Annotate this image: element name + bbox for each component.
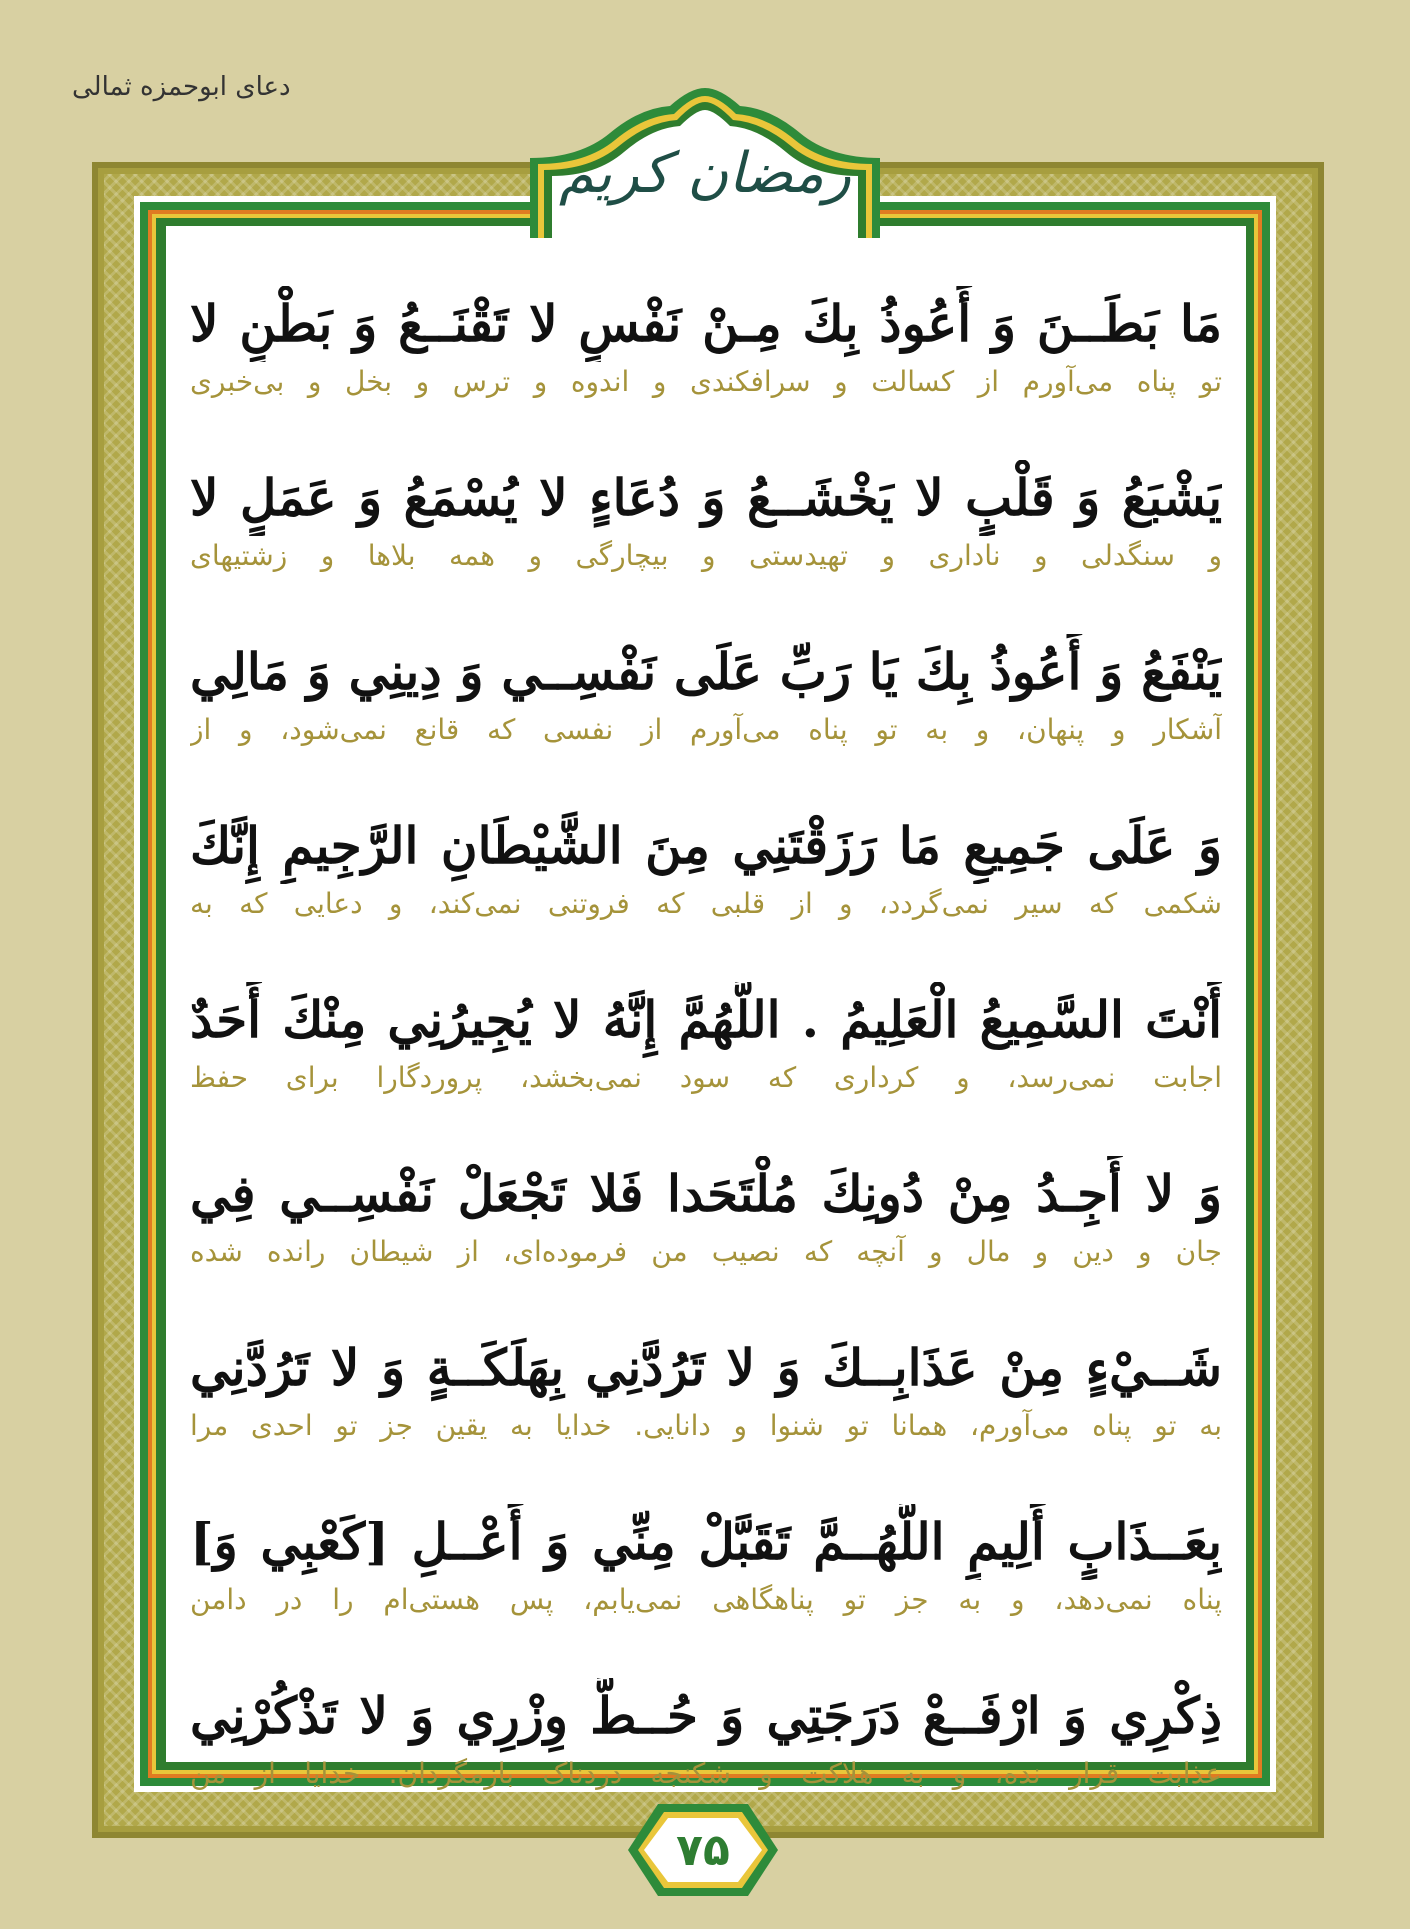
persian-translation: عذابت قرار نده، و به هلاکت و شکنجه دردناک بازمگردان. خدایا از من	[190, 1757, 1222, 1790]
page-number: ۷۵	[676, 1824, 730, 1876]
arabic-line: وَ لا أَجِـدُ مِنْ دُونِكَ مُلْتَحَدا فَلا تَجْعَلْ نَفْسِــي فِي	[190, 1164, 1222, 1223]
emblem-text: رمضان کریم	[559, 140, 852, 206]
verse-pair	[190, 1678, 1222, 1794]
persian-translation: شکمی که سیر نمی‌گردد، و از قلبی که فروتنی نمی‌کند، و دعایی که به	[190, 887, 1222, 920]
arabic-line: بِعَــذَابٍ أَلِيمٍ اللَّهُــمَّ تَقَبَّلْ مِنِّي وَ أَعْــلِ [كَعْبِي وَ]	[190, 1512, 1222, 1571]
verse-pair	[190, 460, 1222, 576]
verse-pair	[190, 1504, 1222, 1620]
persian-translation: جان و دین و مال و آنچه که نصیب من فرموده‌ای، از شیطان رانده شده	[190, 1235, 1222, 1268]
arabic-line: وَ عَلَى جَمِيعِ مَا رَزَقْتَنِي مِنَ الشَّيْطَانِ الرَّجِيمِ إِنَّكَ	[190, 816, 1222, 875]
verse-pair	[190, 808, 1222, 924]
prayer-text	[190, 280, 1222, 1852]
verse-pair	[190, 634, 1222, 750]
persian-translation: آشکار و پنهان، و به تو پناه می‌آورم از نفسی که قانع نمی‌شود، و از	[190, 713, 1222, 746]
arabic-line: شَــيْءٍ مِنْ عَذَابِــكَ وَ لا تَرُدَّنِي بِهَلَكَــةٍ وَ لا تَرُدَّنِي	[190, 1338, 1222, 1397]
arabic-line: يَنْفَعُ وَ أَعُوذُ بِكَ يَا رَبِّ عَلَى نَفْسِــي وَ دِينِي وَ مَالِي	[190, 642, 1222, 701]
persian-translation: پناه نمی‌دهد، و به جز تو پناهگاهی نمی‌یابم، پس هستی‌ام را در دامن	[190, 1583, 1222, 1616]
verse-pair	[190, 286, 1222, 402]
arabic-line: ذِكْرِي وَ ارْفَــعْ دَرَجَتِي وَ حُــطَّ وِزْرِي وَ لا تَذْكُرْنِي	[190, 1686, 1222, 1745]
verse-pair	[190, 1330, 1222, 1446]
persian-translation: به تو پناه می‌آورم، همانا تو شنوا و دانایی. خدایا به یقین جز تو احدی مرا	[190, 1409, 1222, 1442]
persian-translation: اجابت نمی‌رسد، و کرداری که سود نمی‌بخشد، پروردگارا برای حفظ	[190, 1061, 1222, 1094]
book-title: دعای ابوحمزه ثمالی	[72, 72, 291, 102]
arabic-line: أَنْتَ السَّمِيعُ الْعَلِيمُ . اللَّهُمَّ إِنَّهُ لا يُجِيرُنِي مِنْكَ أَحَدٌ	[190, 990, 1222, 1049]
verse-pair	[190, 982, 1222, 1098]
persian-translation: و سنگدلی و ناداری و تهیدستی و بیچارگی و همه بلاها و زشتیهای	[190, 539, 1222, 572]
arabic-line: مَا بَطَــنَ وَ أَعُوذُ بِكَ مِـنْ نَفْسٍ لا تَقْنَــعُ وَ بَطْنٍ لا	[190, 294, 1222, 353]
verse-pair	[190, 1156, 1222, 1272]
persian-translation: تو پناه می‌آورم از کسالت و سرافکندی و اندوه و ترس و بخل و بی‌خبری	[190, 365, 1222, 398]
arabic-line: يَشْبَعُ وَ قَلْبٍ لا يَخْشَــعُ وَ دُعَاءٍ لا يُسْمَعُ وَ عَمَلٍ لا	[190, 468, 1222, 527]
